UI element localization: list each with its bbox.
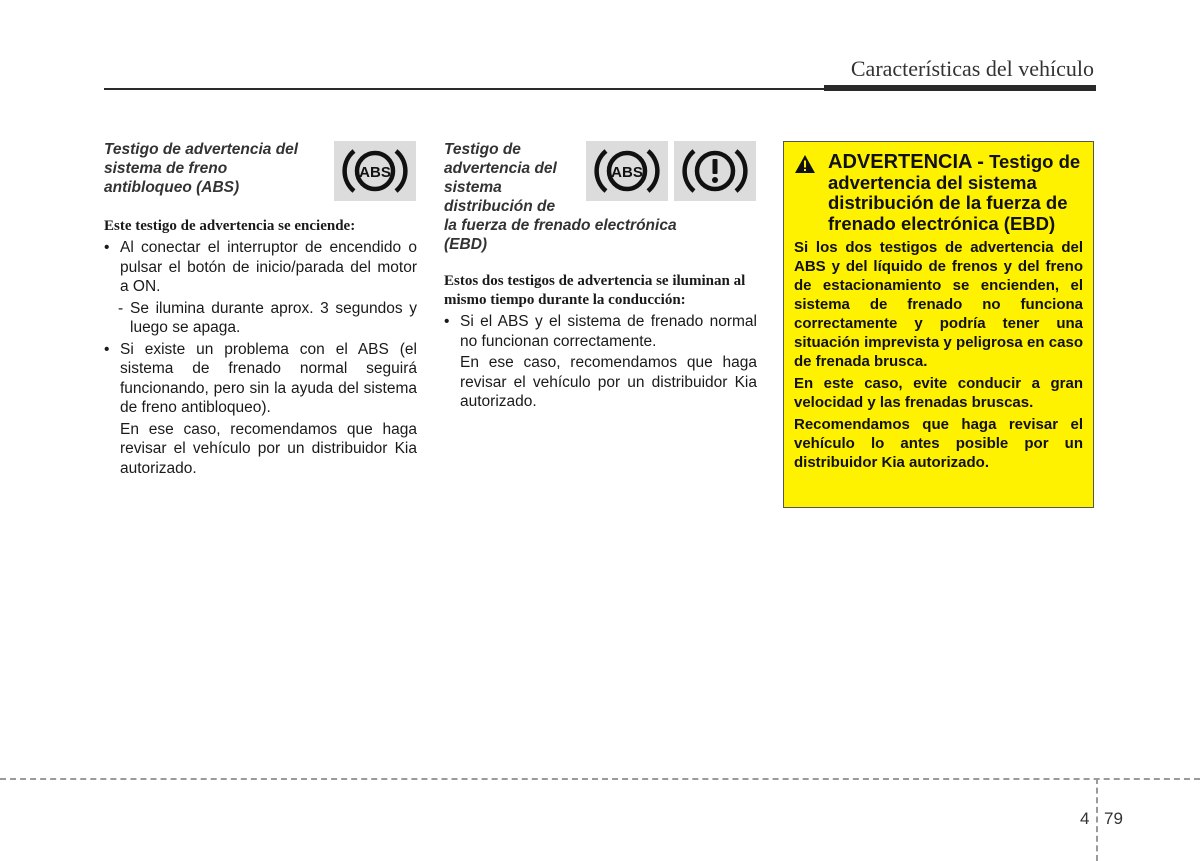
- abs-icon-label: ABS: [359, 164, 391, 181]
- ebd-title-line: la fuerza de frenado electrónica: [444, 217, 677, 234]
- warning-body: [794, 238, 1083, 472]
- abs-title-line: Testigo de advertencia del: [104, 141, 299, 158]
- warning-paragraph: Recomendamos que haga revisar el vehículo lo antes posible por un distribuidor Kia autorizado.: [794, 416, 1083, 471]
- abs-warning-icon: [334, 141, 416, 201]
- ebd-title-line: sistema: [444, 179, 502, 196]
- warning-paragraph: Si los dos testigos de advertencia del ABS y del líquido de frenos y del freno de estacionamiento se encienden, el sistema de frenado no funciona correctamente y podría tener una situación imprevista y peligrosa en caso de frenada brusca.: [794, 239, 1083, 370]
- warning-paragraph: En este caso, evite conducir a gran velocidad y las frenadas bruscas.: [794, 375, 1083, 411]
- brake-exclamation-icon: [674, 141, 756, 201]
- page-chapter: 4: [1080, 809, 1090, 828]
- page-number: 79: [1104, 809, 1123, 828]
- bullet-mark: •: [104, 239, 110, 256]
- footer-dashed-rule: [0, 778, 1200, 780]
- abs-warning-icon: [586, 141, 668, 201]
- abs-bullet-1-text: Al conectar el interruptor de encendido o pulsar el botón de inicio/parada del motor a ON.: [120, 239, 417, 295]
- footer-dashed-divider: [1096, 778, 1098, 861]
- ebd-title-line: advertencia del: [444, 160, 557, 177]
- ebd-bullet-1-note: En ese caso, recomendamos que haga revisar el vehículo por un distribuidor Kia autorizado.: [460, 354, 757, 410]
- header-rule-accent: [824, 85, 1096, 91]
- ebd-title-line: (EBD): [444, 236, 488, 253]
- abs-bullet-2-note: En ese caso, recomendamos que haga revisar el vehículo por un distribuidor Kia autorizado.: [120, 420, 417, 477]
- ebd-title-line: Testigo de: [444, 141, 521, 158]
- ebd-section: [444, 140, 757, 412]
- abs-bullet-1: [104, 238, 417, 297]
- abs-icon-label: ABS: [611, 164, 643, 181]
- abs-title-line: sistema de freno: [104, 160, 228, 177]
- ebd-intro: Estos dos testigos de advertencia se iluminan al mismo tiempo durante la conducción:: [444, 273, 746, 308]
- ebd-warning-box: [783, 141, 1094, 508]
- abs-bullet-1-sub: [118, 299, 417, 338]
- bullet-mark: •: [444, 313, 450, 330]
- abs-intro: Este testigo de advertencia se enciende:: [104, 218, 356, 234]
- warning-header: [794, 152, 1083, 234]
- warning-title: [828, 152, 1083, 234]
- abs-section: [104, 140, 417, 478]
- warning-title-text: Testigo de advertencia del sistema distribución de la fuerza de frenado electrónica (EBD): [828, 151, 1081, 234]
- abs-title-line: antibloqueo (ABS): [104, 179, 240, 196]
- abs-section-title: [104, 140, 334, 197]
- bullet-mark: •: [104, 340, 110, 358]
- abs-bullet-2: [104, 340, 417, 418]
- warning-label: ADVERTENCIA -: [828, 151, 984, 173]
- page-header-title: Características del vehículo: [850, 56, 1094, 81]
- warning-triangle-icon: [794, 152, 828, 234]
- ebd-title-line: distribución de: [444, 198, 556, 215]
- ebd-bullet-1-text: Si el ABS y el sistema de frenado normal no funcionan correctamente.: [460, 313, 757, 350]
- abs-bullet-2-text: Si existe un problema con el ABS (el sistema de frenado normal seguirá funcionando, pero sin la ayuda del sistema de freno antibloqueo).: [120, 340, 417, 416]
- abs-bullet-1-sub-text: Se ilumina durante aprox. 3 segundos y luego se apaga.: [130, 299, 417, 336]
- ebd-bullet-1: [444, 312, 757, 351]
- dash-mark: -: [118, 299, 124, 317]
